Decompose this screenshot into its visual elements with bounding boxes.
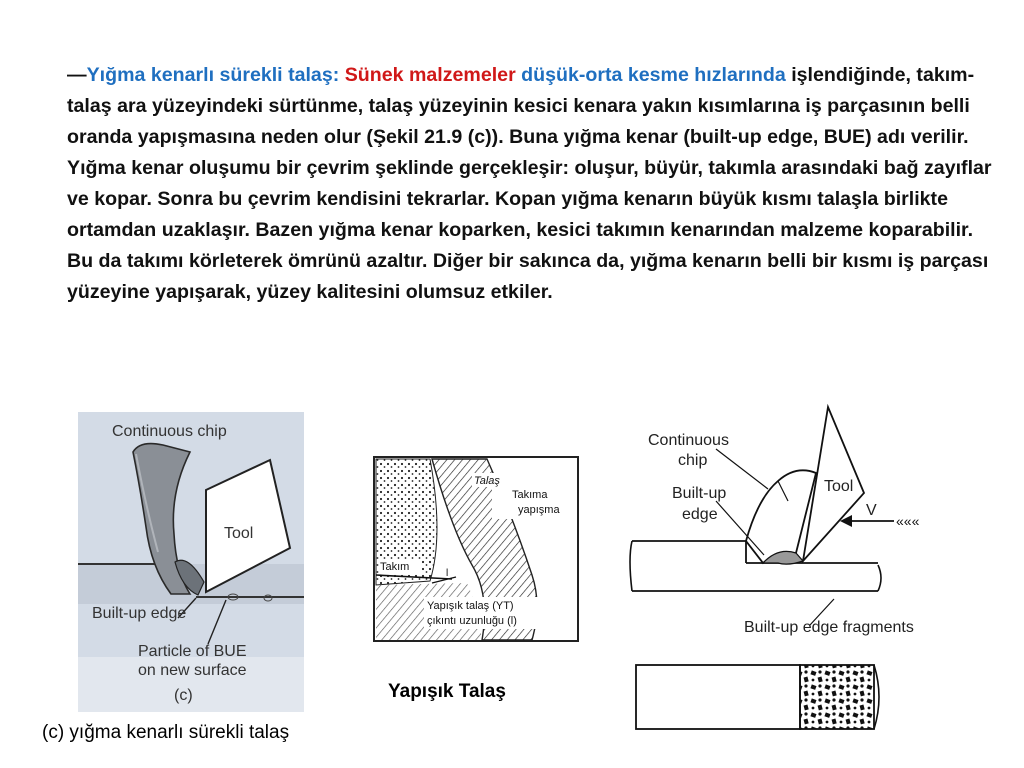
label-edge: edge xyxy=(682,506,718,523)
highlight-ductile-materials: Sünek malzemeler xyxy=(344,64,516,86)
label-continuous-chip: Continuous chip xyxy=(112,423,227,440)
description-paragraph xyxy=(67,60,992,308)
leading-dash: — xyxy=(67,64,87,86)
label-takima: Takıma xyxy=(512,489,548,501)
label-tool: Tool xyxy=(224,525,254,542)
label-v: V xyxy=(866,502,877,519)
term-heading: Yığma kenarlı sürekli talaş: xyxy=(86,64,340,86)
velocity-arrows: ««« xyxy=(896,513,920,529)
caption-yapisik-talas: Yapışık Talaş xyxy=(388,681,506,702)
label-particle-of-bue: Particle of BUE xyxy=(138,643,247,660)
label-on-new-surface: on new surface xyxy=(138,662,247,679)
sticky-chip-sketch xyxy=(372,455,582,645)
label-c: (c) xyxy=(174,687,193,704)
label-cikinti-uzunlugu: çıkıntı uzunluğu (l) xyxy=(427,615,517,627)
label-talas: Talaş xyxy=(474,475,500,487)
label-yapisma: yapışma xyxy=(518,504,560,516)
label-continuous: Continuous xyxy=(648,432,729,449)
label-l-marker: l xyxy=(446,568,449,579)
paragraph-body: işlendiğinde, takım-talaş ara yüzeyindeki sürtünme, talaş yüzeyinin kesici kenara yakın kısımlarına iş parçasının belli oranda yapışmasına neden olur (Şekil 21.9 (c)). Buna yığma kenar (built-up edge, BUE) adı verilir. Yığma kenar oluşumu bir çevrim şeklinde gerçekleşir: oluşur, büyür, takımla arasındaki bağ zayıflar ve kopar. Sonra bu çevrim kendisini tekrarlar. Kopan yığma kenarın büyük kısmı talaşla birlikte ortamdan uzaklaşır. Bazen yığma kenar koparken, kesici takımın kenarından malzeme koparabilir. Bu da takımı körleterek ömrünü azaltır. Diğer bir sakınca da, yığma kenarın belli bir kısmı iş parçası yüzeyine yapışarak, yüzey kalitesini olumsuz etkiler. xyxy=(67,64,992,303)
label-built-up: Built-up xyxy=(672,485,727,502)
label-built-up-edge: Built-up edge xyxy=(92,605,187,622)
highlight-cutting-speed: düşük-orta kesme hızlarında xyxy=(521,64,786,86)
caption-bue-chip: (c) yığma kenarlı sürekli talaş xyxy=(42,722,290,743)
label-takim: Takım xyxy=(380,561,410,573)
label-tool-right: Tool xyxy=(824,478,854,495)
label-bue-fragments: Built-up edge fragments xyxy=(744,619,914,636)
bue-fragments-diagram xyxy=(628,403,948,733)
label-chip: chip xyxy=(678,452,708,469)
bue-photo-figure xyxy=(78,412,304,712)
label-yapisik-talas: Yapışık talaş (YT) xyxy=(427,600,514,612)
